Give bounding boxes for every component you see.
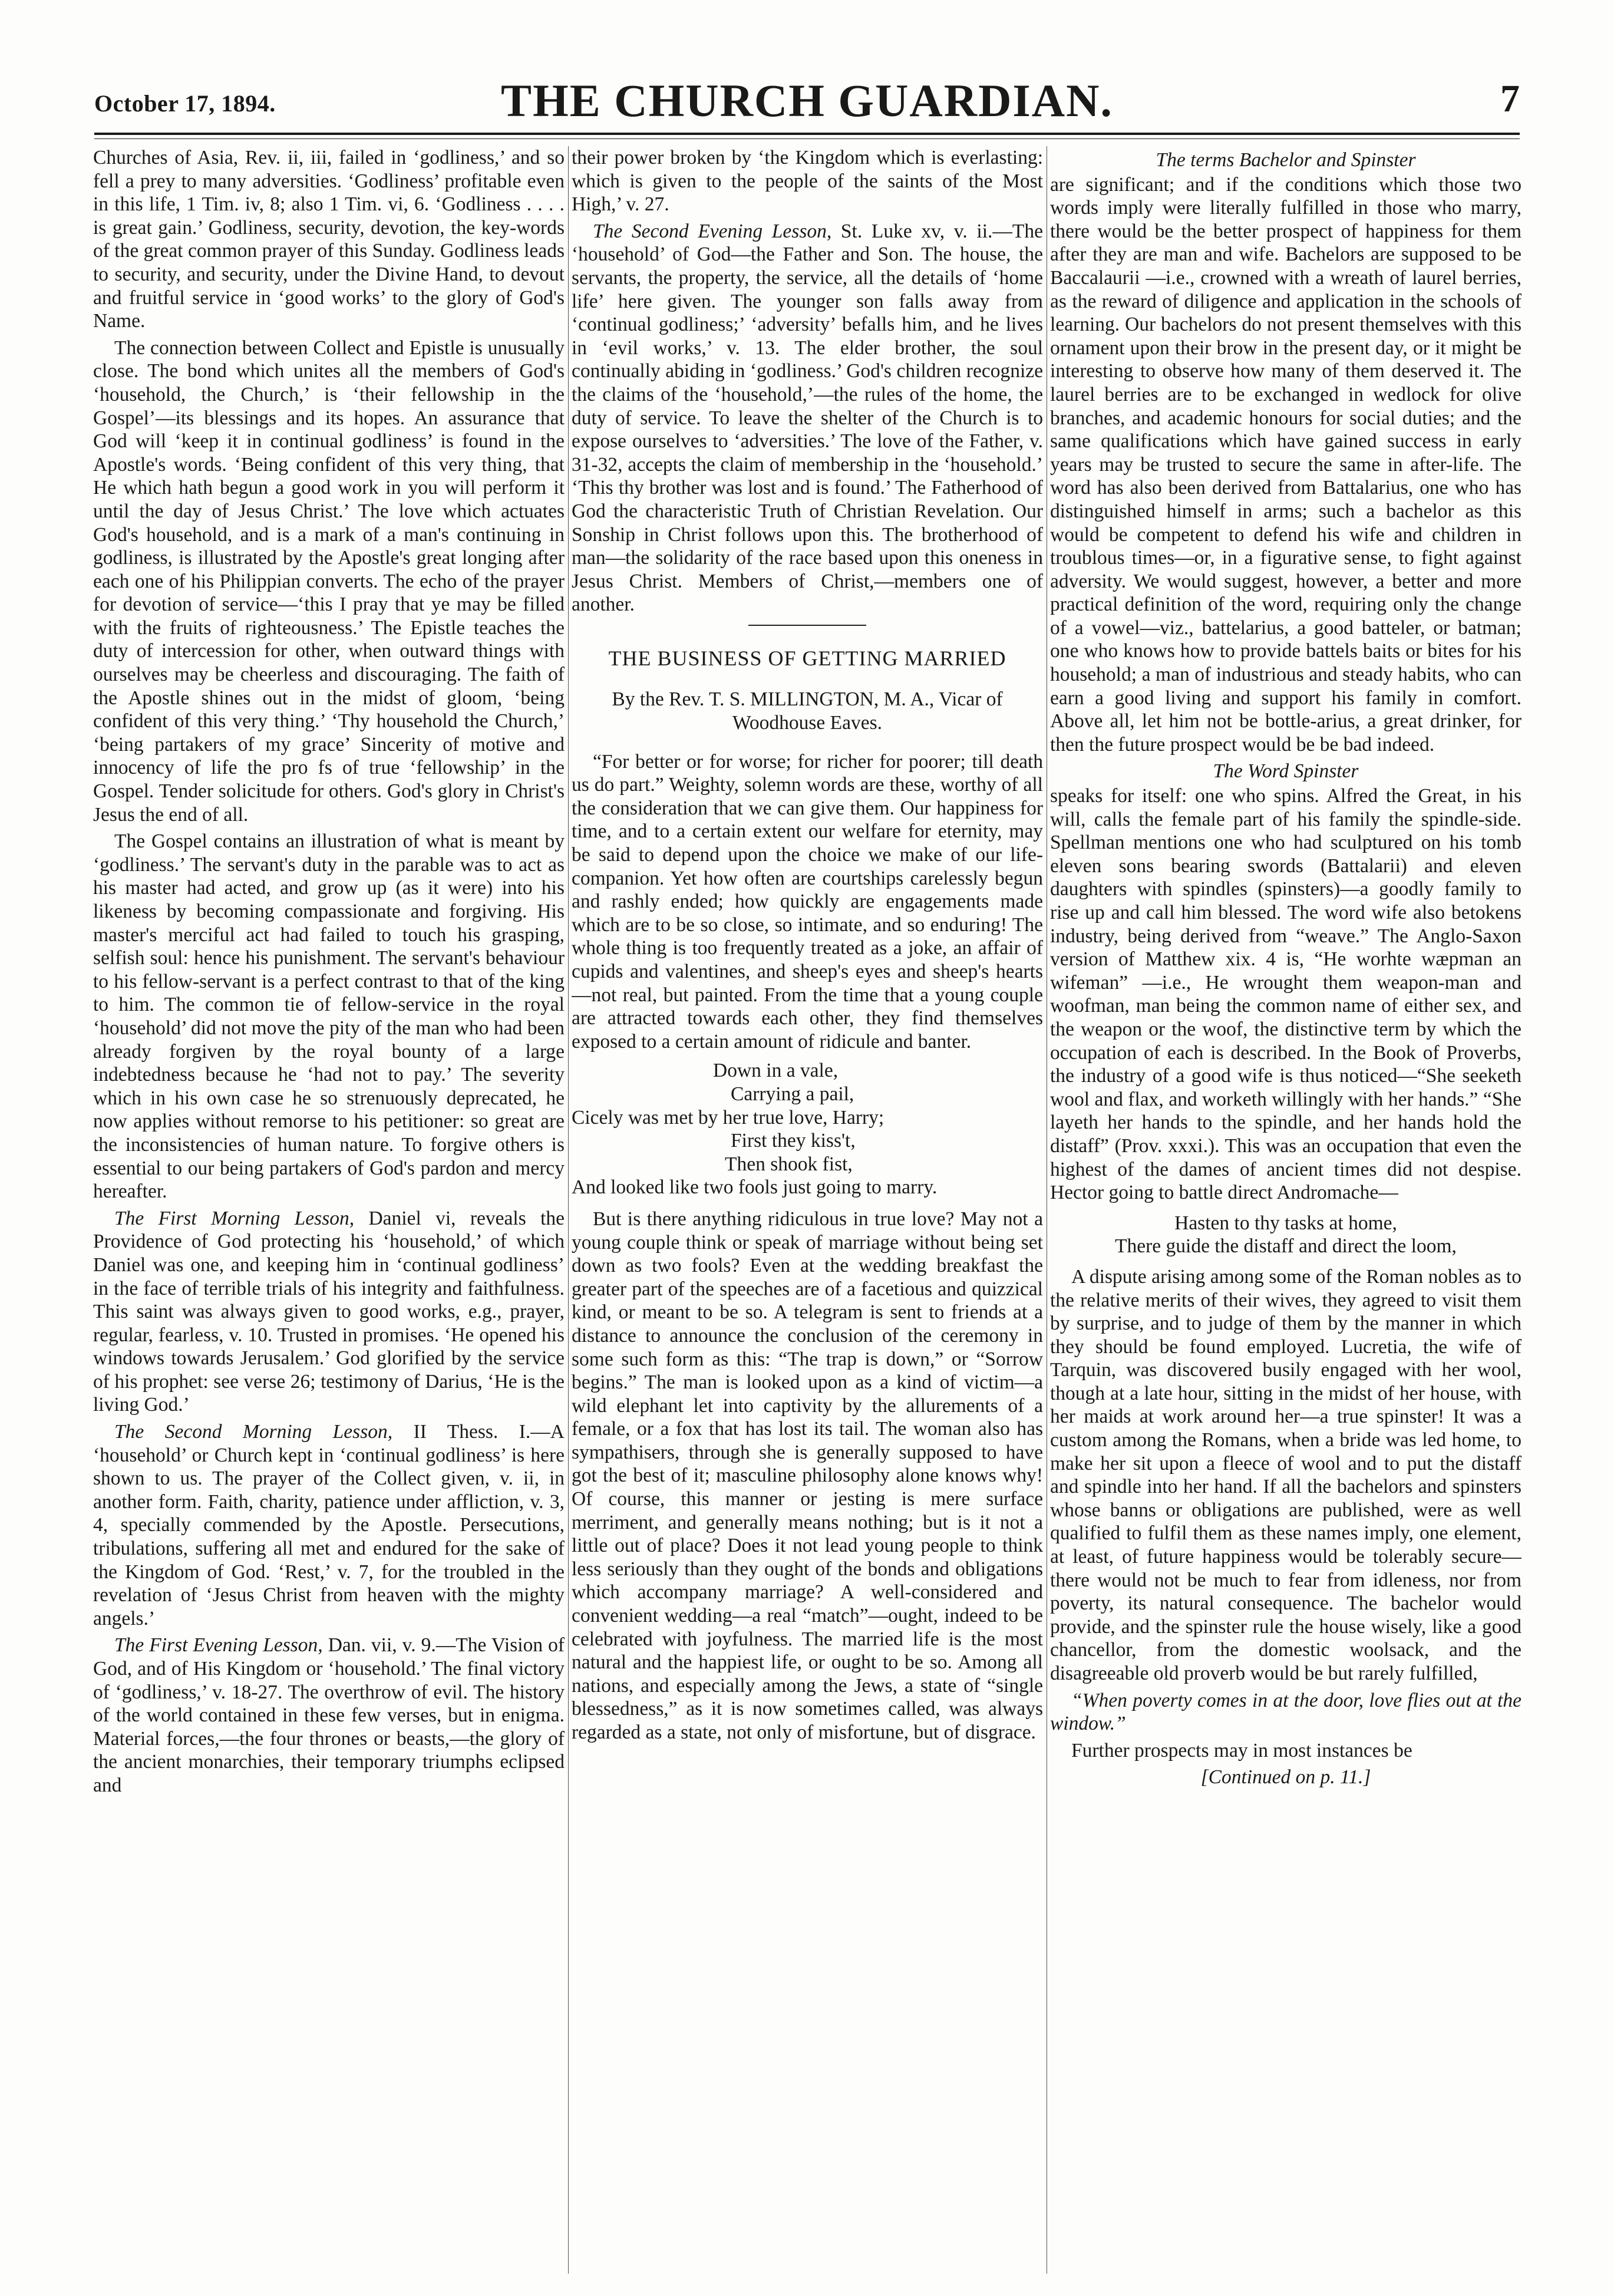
quote-line: Hasten to thy tasks at home,	[1174, 1212, 1397, 1234]
subhead-word-spinster: The Word Spinster	[1213, 760, 1359, 783]
homer-quote	[1050, 1212, 1521, 1258]
column-1	[93, 146, 565, 2274]
first-morning-lesson-text: Daniel vi, reveals the Providence of God protecting his ‘household,’ of which Daniel was one, and keeping him in ‘continual godliness’ in the face of terrible trials of his integrity and faithfulness. This saint was always given to good works, e.g., prayer, regular, fearless, v. 10. Trusted in promises. ‘He opened his windows towards Jerusalem.’ God glorified by the service of his prophet: see verse 26; testimony of Darius, ‘He is the living God.’	[93, 1207, 565, 1416]
col2-paragraph-4: But is there anything ridiculous in true love? May not a young couple think or speak of marriage without being set down as two fools? Even at the wedding breakfast the greater part of the speeches are of a facetious and quizzical kind, or meant to be so. A telegram is sent to friends at a distance to announce the conclusion of the ceremony in some such form as this: “The trap is down,” or “Sorrow begins.” The man is looked upon as a kind of victim—a wild elephant let into captivity by the allurements of a female, or a fox that has lost its tail. The woman also has sympathisers, through she is generally supposed to have got the best of it; masculine philosophy alone knows why! Of course, this manner or jesting is mere surface merriment, and generally means nothing; but is it not a little out of place? Does it not lead young people to think less seriously than they ought of the bonds and obligations which accompany marriage? A well-considered and convenient wedding—a real “match”—ought, indeed to be celebrated with joyfulness. The married life is the most natural and the happiest life, or ought to be so. Among all nations, and especially among the Jews, a state of “single blessedness,” as it is now sometimes called, was always regarded as a state, not only of misfortune, but of disgrace.	[572, 1208, 1043, 1743]
column-divider-1	[568, 146, 569, 2274]
col2-paragraph-1: their power broken by ‘the Kingdom which is everlasting: which is given to the people of the saints of the Most High,’ v. 27.	[572, 147, 1043, 216]
header-rule-thin	[94, 138, 1520, 139]
first-evening-lesson-label: The First Evening Lesson,	[114, 1634, 323, 1657]
col1-paragraph-4	[93, 1207, 565, 1417]
col1-paragraph-5	[93, 1420, 565, 1630]
verse-line: Down in a vale,	[713, 1060, 839, 1082]
verse-line: Then shook fist,	[725, 1153, 853, 1175]
rhyme-verse	[572, 1059, 1043, 1199]
col1-paragraph-3: The Gospel contains an illustration of what is meant by ‘godliness.’ The servant's duty in the parable was to act as his master had acted, and grow up (as it were) into his likeness by becoming compassionate and forgiving. His master's merciful act had failed to touch his grasping, selfish soul: hence his punishment. The servant's behaviour to his fellow-servant is a perfect contrast to that of the king to him. The common tie of fellow-service in the royal ‘household’ did not move the pity of the man who had been already forgiven by the royal bounty of a large indebtedness because he ‘had not to pay.’ The severity which in his own case he so strenuously deprecated, he now applies without remorse to his petitioner: so great are the inconsistencies of human nature. To forgive others is essential to our being partakers of God's pardon and mercy hereafter.	[93, 830, 565, 1203]
col1-paragraph-1: Churches of Asia, Rev. ii, iii, failed in ‘godliness,’ and so fell a prey to many adversities. ‘Godliness’ profitable even in this life, 1 Tim. iv, 8; also 1 Tim. vi, 6. ‘Godliness . . . . is great gain.’ Godliness, security, devotion, the key-words of the great common prayer of this Sunday. Godliness leads to security, and security, under the Divine Hand, to devout and fruitful service in ‘good works’ to the glory of God's Name.	[93, 147, 565, 332]
article-separator	[748, 625, 866, 626]
column-3	[1050, 146, 1521, 2274]
second-morning-lesson-label: The Second Morning Lesson,	[114, 1421, 393, 1443]
col3-paragraph-1: are significant; and if the conditions which those two words imply were literally fulfilled in those who marry, there would be the better prospect of happiness for them after they are man and wife. Bachelors are supposed to be Baccalaurii —i.e., crowned with a wreath of laurel berries, as the reward of diligence and application in the schools of learning. Our bachelors do not present themselves with this ornament upon their brow in the present day, or it might be interesting to observe how many of them deserved it. The laurel berries are to be exchanged in wedlock for olive branches, and academic honours for social duties; and the same qualifications which have gained success in early years may be trusted to secure the same in after-life. The word has also been derived from Battalarius, one who has distinguished himself in arms; such a bachelor as this would be competent to defend his wife and children in troublous times—or, in a figurative sense, to fight against adversity. We would suggest, however, a better and more practical definition of the word, requiring only the change of a vowel—viz., battelarius, a good batteler, or batman; one who knows how to provide battels baits or bites for his household; a man of industrious and steady habits, who can earn a good living and support his family in comfort. Above all, let him not be bottle-arius, a great drinker, for then the future prospect would be be bad indeed.	[1050, 173, 1521, 756]
verse-line: First they kiss't,	[731, 1130, 856, 1152]
col2-paragraph-2	[572, 220, 1043, 616]
page-number: 7	[1500, 77, 1520, 120]
subhead-bachelor-spinster: The terms Bachelor and Spinster	[1156, 149, 1416, 171]
header-rule	[94, 133, 1520, 135]
second-morning-lesson-text: II Thess. I.—A ‘household’ or Church kept in ‘continual godliness’ is here shown to us. The prayer of the Collect given, v. ii, in another form. Faith, charity, patience under affliction, v. 3, 4, specially commended by the Apostle. Persecutions, tribulations, suffering all met and endured for the sake of the Kingdom of God. ‘Rest,’ v. 7, for the troubled in the revelation of ‘Jesus Christ from heaven with the mighty angels.’	[93, 1421, 565, 1629]
col3-paragraph-3: A dispute arising among some of the Roman nobles as to the relative merits of their wives, they agreed to visit them by surprise, and to judge of them by the manner in which they should be found employed. Lucretia, the wife of Tarquin, was discovered busily engaged with her wool, though at a late hour, sitting in the midst of her house, with her maids at work around her—a true spinster! It was a custom among the Romans, when a bride was led home, to make her sit upon a fleece of wool and to put the distaff and spindle into her hand. If all the bachelors and spinsters whose banns or obligations are published, were as well qualified to fulfil them as these names imply, one element, at least, of future happiness would be tolerably secure—there would not be much to fear from idleness, nor from poverty, its natural consequence. The bachelor would provide, and the spinster rule the house wisely, like a good chancellor, from the domestic woolsack, and the disagreeable old proverb would be but rarely fulfilled,	[1050, 1265, 1521, 1684]
col3-paragraph-2: speaks for itself: one who spins. Alfred the Great, in his will, calls the female part of his family the spindle-side. Spellman mentions one who had sculptured on his tomb eleven sons bearing swords (Battalarii) and eleven daughters with spindles (spinsters)—a goodly family to rise up and call him blessed. The word wife also betokens industry, being derived from “weave.” The Anglo-Saxon version of Matthew xix. 4 is, “He worhte wæpman an wifeman” —i.e., He wrought them weapon-man and woofman, man being the common name of either sex, and the weapon or the woof, the distinctive term by which the occupation of each is described. In the Book of Proverbs, the industry of a good wife is thus noticed—“She seeketh wool and flax, and worketh willingly with her hands.” “She layeth her hands to the spindle, and her hands hold the distaff” (Prov. xxxi.). This was an occupation that even the highest of the dames of ancient times did not despise. Hector going to battle direct Andromache—	[1050, 785, 1521, 1204]
first-morning-lesson-label: The First Morning Lesson,	[114, 1207, 355, 1229]
masthead-title: THE CHURCH GUARDIAN.	[501, 75, 1113, 126]
second-evening-lesson-label: The Second Evening Lesson,	[593, 220, 832, 242]
verse-line: Carrying a pail,	[731, 1083, 854, 1105]
first-evening-lesson-text: Dan. vii, v. 9.—The Vision of God, and of His Kingdom or ‘household.’ The final victory of ‘godliness,’ v. 18-27. The overthrow of evil. The history of the world contained in these few verses, but in enigma. Material forces,—the four thrones or beasts,—the glory of the ancient monarchies, their temporary triumphs eclipsed and	[93, 1634, 565, 1796]
quote-line: There guide the distaff and direct the loom,	[1115, 1235, 1457, 1258]
col1-paragraph-6	[93, 1634, 565, 1797]
col1-paragraph-2: The connection between Collect and Epistle is unusually close. The bond which unites all the members of God's ‘household, the Church,’ is ‘their fellowship in the Gospel’—its blessings and its hopes. An assurance that God will ‘keep it in continual godliness’ is found in the Apostle's words. ‘Being confident of this very thing, that He which hath begun a good work in you will perform it until the day of Jesus Christ.’ The love which actuates God's household, and is a mark of a man's continuing in godliness, is illustrated by the Apostle's great longing after each one of his Philippian converts. The echo of the prayer for devotion of service—‘this I pray that ye may be filled with the fruits of righteousness.’ The Epistle teaches the duty of intercession for other, when outward things with ourselves may be cheerless and discouraging. The faith of the Apostle shines out in the midst of gloom, ‘being confident of this very thing.’ ‘Thy household the Church,’ ‘being partakers of my grace’ Sincerity of motive and innocency of life the pro fs of true ‘fellowship’ in the Gospel. Tender solicitude for others. God's glory in Christ's Jesus the end of all.	[93, 337, 565, 826]
verse-line: And looked like two fools just going to marry.	[572, 1176, 938, 1199]
proverb-quote: “When poverty comes in at the door, love flies out at the window.”	[1050, 1689, 1521, 1735]
second-evening-lesson-text: St. Luke xv, v. ii.—The ‘household’ of God—the Father and Son. The house, the servants, the property, the service, all the details of ‘home life’ here given. The younger son falls away from ‘continual godliness;’ ‘adversity’ befalls him, and he lives in ‘evil works,’ v. 13. The elder brother, the soul continually abiding in ‘godliness.’ God's children recognize the claims of the ‘household,’—the rules of the home, the duty of service. To leave the shelter of the Church is to expose ourselves to ‘adversities.’ The love of the Father, v. 31-32, accepts the claim of membership in the ‘household.’ ‘This thy brother was lost and is found.’ The Fatherhood of God the characteristic Truth of Christian Revelation. Our Sonship in Christ follows upon this. The brotherhood of man—the solidarity of the race based upon this oneness in Jesus Christ. Members of Christ,—members one of another.	[572, 220, 1043, 616]
article-headline: THE BUSINESS OF GETTING MARRIED	[608, 646, 1006, 670]
column-2	[572, 146, 1043, 2274]
continued-notice: [Continued on p. 11.]	[1200, 1766, 1371, 1789]
col2-paragraph-3: “For better or for worse; for richer for poorer; till death us do part.” Weighty, solemn words are these, worthy of all the consideration that we can give them. Our happiness for time, and to a certain extent our welfare for eternity, may be said to depend upon the choice we make of our life-companion. Yet how often are courtships carelessly begun and rashly ended; how quickly are engagements made which are to be so close, so intimate, and so enduring! The whole thing is too frequently treated as a joke, an affair of cupids and valentines, and sheep's eyes and sheep's hearts—not real, but painted. From the time that a young couple are attracted towards each other, they find themselves exposed to a certain amount of ridicule and banter.	[572, 750, 1043, 1053]
issue-date: October 17, 1894.	[94, 90, 276, 117]
col3-paragraph-4: Further prospects may in most instances be	[1071, 1739, 1412, 1761]
verse-line: Cicely was met by her true love, Harry;	[572, 1106, 884, 1129]
article-byline: By the Rev. T. S. MILLINGTON, M. A., Vicar of Woodhouse Eaves.	[612, 688, 1003, 734]
